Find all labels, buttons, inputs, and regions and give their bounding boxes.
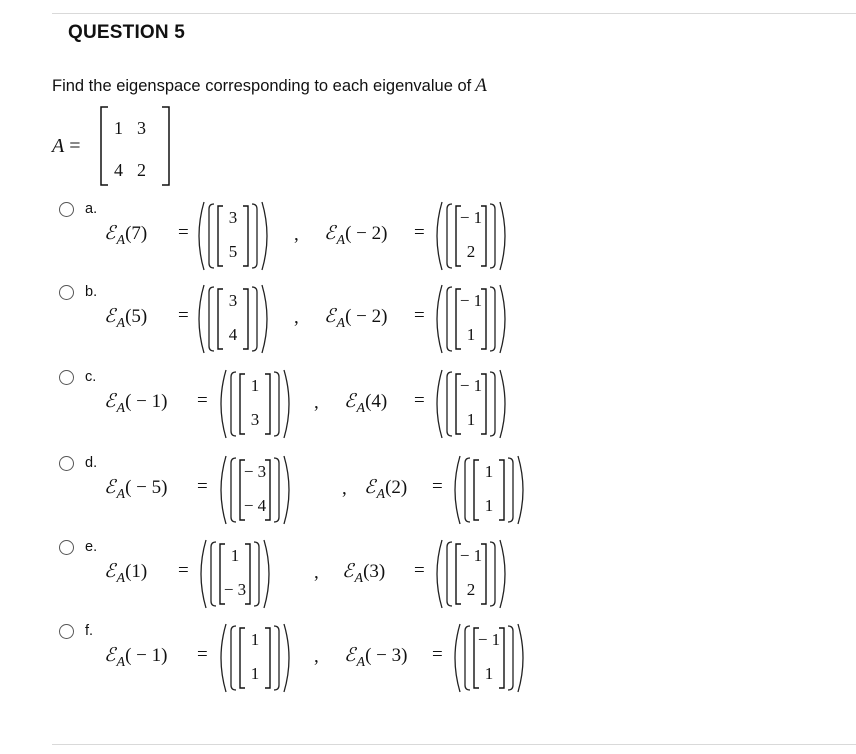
vector-entry-bottom: 1 bbox=[250, 664, 260, 683]
eigenspace-1-label bbox=[104, 305, 148, 331]
vector-entry-top: 1 bbox=[250, 630, 260, 649]
answer-option[interactable] bbox=[52, 456, 612, 536]
prompt-variable: A bbox=[475, 75, 487, 96]
eigenvalue: (4) bbox=[365, 391, 388, 412]
eigenvalue: ( − 2) bbox=[345, 306, 388, 327]
answer-option[interactable] bbox=[52, 202, 612, 282]
vector-entry-bottom: 1 bbox=[466, 410, 476, 429]
vector-entry-top: − 1 bbox=[459, 291, 483, 310]
eigenvalue: ( − 1) bbox=[125, 645, 168, 666]
span-vector-2 bbox=[430, 538, 510, 610]
equals-sign: = bbox=[178, 560, 189, 581]
equals-sign: = bbox=[197, 644, 208, 665]
subscript-a: A bbox=[116, 655, 126, 670]
eigenspace-2-label bbox=[344, 644, 408, 670]
eigenvalue: (2) bbox=[385, 477, 408, 498]
radio-button[interactable] bbox=[59, 624, 74, 639]
subscript-a: A bbox=[354, 571, 364, 586]
span-vector-2 bbox=[448, 622, 528, 694]
subscript-a: A bbox=[336, 233, 346, 248]
vector-entry-bottom: 1 bbox=[484, 496, 494, 515]
vector-entry-bottom: − 3 bbox=[223, 580, 247, 599]
vector-entry-top: − 3 bbox=[243, 462, 267, 481]
vector-entry-top: − 1 bbox=[459, 208, 483, 227]
radio-button[interactable] bbox=[59, 456, 74, 471]
subscript-a: A bbox=[376, 487, 386, 502]
span-vector-1 bbox=[214, 368, 294, 440]
vector-entry-top: − 1 bbox=[459, 376, 483, 395]
eigenspace-1-label bbox=[104, 476, 168, 502]
script-e-symbol: ℰ bbox=[104, 476, 116, 498]
span-vector-2 bbox=[430, 200, 510, 272]
question-prompt bbox=[52, 75, 487, 97]
eigenspace-2-label bbox=[324, 222, 388, 248]
comma: , bbox=[314, 392, 319, 413]
option-letter: e. bbox=[85, 539, 98, 555]
eigenspace-1-label bbox=[104, 222, 148, 248]
span-vector-1 bbox=[194, 538, 274, 610]
subscript-a: A bbox=[336, 316, 346, 331]
eigenvalue: (7) bbox=[125, 223, 148, 244]
vector-entry-bottom: − 4 bbox=[243, 496, 267, 515]
radio-button[interactable] bbox=[59, 285, 74, 300]
option-letter: d. bbox=[85, 455, 98, 471]
comma: , bbox=[314, 562, 319, 583]
eigenspace-1-label bbox=[104, 560, 148, 586]
script-e-symbol: ℰ bbox=[344, 644, 356, 666]
vector-entry-top: 3 bbox=[228, 208, 238, 227]
equals-sign: = bbox=[414, 222, 425, 243]
eigenspace-2-label bbox=[342, 560, 386, 586]
span-vector-1 bbox=[214, 622, 294, 694]
eigenvalue: ( − 2) bbox=[345, 223, 388, 244]
eigenspace-2-label bbox=[324, 305, 388, 331]
vector-entry-top: 1 bbox=[484, 462, 494, 481]
script-e-symbol: ℰ bbox=[104, 390, 116, 412]
option-letter: f. bbox=[85, 623, 94, 639]
eigenvalue: ( − 5) bbox=[125, 477, 168, 498]
span-vector-1 bbox=[214, 454, 294, 526]
matrix-label: A = bbox=[52, 135, 81, 157]
question-title: QUESTION 5 bbox=[68, 22, 186, 43]
vector-entry-bottom: 1 bbox=[466, 325, 476, 344]
option-letter: c. bbox=[85, 369, 97, 385]
matrix-cell: 1 bbox=[114, 118, 123, 138]
subscript-a: A bbox=[356, 401, 366, 416]
comma: , bbox=[314, 646, 319, 667]
radio-button[interactable] bbox=[59, 370, 74, 385]
eigenspace-2-label bbox=[364, 476, 408, 502]
vector-entry-top: 1 bbox=[250, 376, 260, 395]
vector-entry-bottom: 1 bbox=[484, 664, 494, 683]
radio-button[interactable] bbox=[59, 202, 74, 217]
subscript-a: A bbox=[116, 401, 126, 416]
subscript-a: A bbox=[116, 487, 126, 502]
vector-entry-bottom: 2 bbox=[466, 242, 476, 261]
span-vector-1 bbox=[192, 200, 272, 272]
eigenspace-2-label bbox=[344, 390, 388, 416]
equals-sign: = bbox=[197, 390, 208, 411]
equals-sign: = bbox=[414, 305, 425, 326]
comma: , bbox=[342, 478, 347, 499]
comma: , bbox=[294, 307, 299, 328]
script-e-symbol: ℰ bbox=[104, 560, 116, 582]
equals-sign: = bbox=[197, 476, 208, 497]
span-vector-1 bbox=[192, 283, 272, 355]
vector-entry-top: − 1 bbox=[459, 546, 483, 565]
bottom-divider bbox=[52, 744, 856, 745]
eigenvalue: (5) bbox=[125, 306, 148, 327]
vector-entry-bottom: 4 bbox=[228, 325, 238, 344]
matrix-cell: 2 bbox=[137, 160, 146, 180]
script-e-symbol: ℰ bbox=[104, 644, 116, 666]
radio-button[interactable] bbox=[59, 540, 74, 555]
option-letter: a. bbox=[85, 201, 98, 217]
vector-entry-top: 3 bbox=[228, 291, 238, 310]
equals-sign: = bbox=[178, 305, 189, 326]
answer-option[interactable] bbox=[52, 624, 612, 704]
matrix-definition bbox=[52, 105, 192, 187]
eigenvalue: (1) bbox=[125, 561, 148, 582]
subscript-a: A bbox=[356, 655, 366, 670]
span-vector-2 bbox=[430, 368, 510, 440]
eigenspace-1-label bbox=[104, 390, 168, 416]
answer-option[interactable] bbox=[52, 370, 612, 450]
subscript-a: A bbox=[116, 316, 126, 331]
equals-sign: = bbox=[414, 560, 425, 581]
script-e-symbol: ℰ bbox=[324, 305, 336, 327]
script-e-symbol: ℰ bbox=[344, 390, 356, 412]
span-vector-2 bbox=[430, 283, 510, 355]
option-letter: b. bbox=[85, 284, 98, 300]
subscript-a: A bbox=[116, 571, 126, 586]
eigenspace-1-label bbox=[104, 644, 168, 670]
subscript-a: A bbox=[116, 233, 126, 248]
script-e-symbol: ℰ bbox=[104, 222, 116, 244]
comma: , bbox=[294, 224, 299, 245]
vector-entry-top: − 1 bbox=[477, 630, 501, 649]
matrix-brackets bbox=[94, 105, 174, 187]
eigenvalue: ( − 3) bbox=[365, 645, 408, 666]
eigenvalue: ( − 1) bbox=[125, 391, 168, 412]
eigenvalue: (3) bbox=[363, 561, 386, 582]
top-divider bbox=[52, 13, 856, 14]
matrix-cell: 3 bbox=[137, 118, 146, 138]
vector-entry-bottom: 3 bbox=[250, 410, 260, 429]
answer-option[interactable] bbox=[52, 285, 612, 365]
equals-sign: = bbox=[178, 222, 189, 243]
script-e-symbol: ℰ bbox=[342, 560, 354, 582]
prompt-text: Find the eigenspace corresponding to each eigenvalue of bbox=[52, 77, 472, 95]
matrix-cell: 4 bbox=[114, 160, 123, 180]
equals-sign: = bbox=[432, 476, 443, 497]
equals-sign: = bbox=[414, 390, 425, 411]
answer-option[interactable] bbox=[52, 540, 612, 620]
vector-entry-bottom: 2 bbox=[466, 580, 476, 599]
vector-entry-bottom: 5 bbox=[228, 242, 238, 261]
script-e-symbol: ℰ bbox=[364, 476, 376, 498]
script-e-symbol: ℰ bbox=[104, 305, 116, 327]
script-e-symbol: ℰ bbox=[324, 222, 336, 244]
equals-sign: = bbox=[432, 644, 443, 665]
span-vector-2 bbox=[448, 454, 528, 526]
vector-entry-top: 1 bbox=[230, 546, 240, 565]
